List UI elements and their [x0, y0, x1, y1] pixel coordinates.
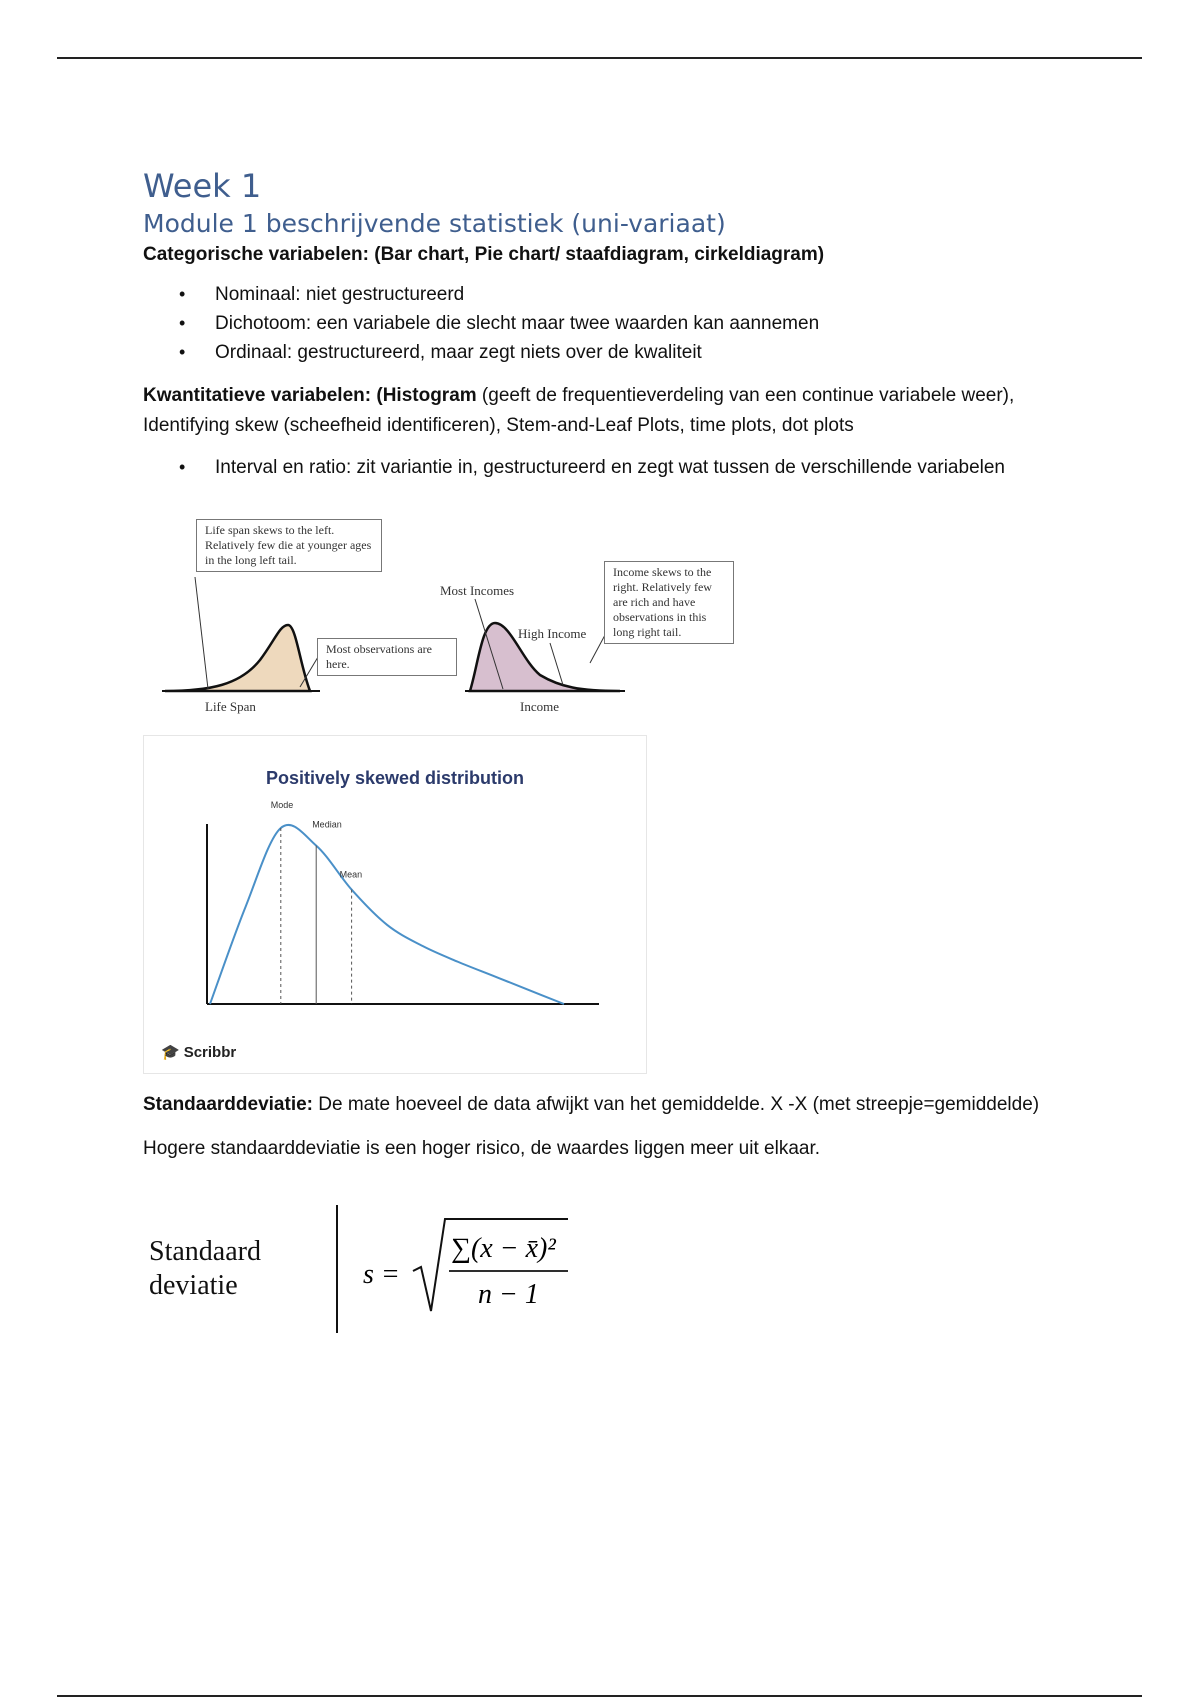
footer-rule [57, 1695, 1142, 1697]
list-item: • Ordinaal: gestructureerd, maar zegt niets over de kwaliteit [143, 338, 1103, 367]
formula-s: s = [363, 1259, 400, 1290]
bullet-icon: • [179, 284, 186, 304]
document-body [143, 160, 1103, 482]
list-item: • Dichotoom: een variabele die slecht maar twee waarden kan aannemen [143, 309, 1103, 338]
header-rule [57, 57, 1142, 59]
most-incomes-label: Most Incomes [440, 583, 515, 598]
left-skew-note: Life span skews to the left. Relatively few die at younger ages in the long left tail. [196, 519, 382, 572]
skew-figure [150, 515, 750, 725]
bullet-icon: • [179, 342, 186, 362]
left-skew-curve [165, 625, 310, 691]
list-item: • Nominaal: niet gestructureerd [143, 280, 1103, 309]
skewed-distribution-chart [143, 735, 647, 1074]
life-span-axis-label: Life Span [205, 699, 256, 714]
scribbr-logo: 🎓 Scribbr [161, 1044, 237, 1061]
module-heading: Module 1 beschrijvende statistiek (uni-variaat) [143, 209, 726, 238]
high-income-pointer [550, 643, 563, 685]
page-title: Week 1 [143, 167, 262, 205]
formula-denominator: n − 1 [478, 1279, 539, 1310]
right-note-pointer [590, 635, 605, 663]
formula-label: Standaard deviatie [149, 1236, 261, 1301]
chart-title: Positively skewed distribution [265, 768, 525, 788]
quantitative-paragraph: Kwantitatieve variabelen: (Histogram (geeft de frequentieverdeling van een continue variabele weer), Identifying skew (scheefheid identificeren), Stem-and-Leaf Plots, time plots, dot plots [143, 385, 1015, 436]
std-paragraph: Standaarddeviatie: De mate hoeveel de data afwijkt van het gemiddelde. X -X (met streepje=gemiddelde) [143, 1094, 1040, 1115]
bullet-icon: • [179, 313, 186, 333]
categorical-label: Categorische variabelen: (Bar chart, Pie chart/ staafdiagram, cirkeldiagram) [143, 244, 825, 265]
chart-plot [144, 736, 646, 1036]
income-skew-note: Income skews to the right. Relatively few are rich and have observations in this long right tail. [604, 561, 734, 644]
income-axis-label: Income [520, 699, 559, 714]
categorical-list [143, 280, 1103, 367]
mode-label: Mode [270, 800, 294, 810]
bullet-icon: • [179, 457, 186, 477]
std-formula [143, 1205, 573, 1335]
formula-divider [336, 1205, 338, 1333]
mortarboard-icon: 🎓 [161, 1044, 180, 1061]
formula-numerator: ∑(x − x̄)² [451, 1233, 556, 1264]
quantitative-list [143, 453, 1103, 482]
distribution-line [210, 825, 564, 1004]
std-section [143, 1090, 1103, 1164]
std-note: Hogere standaarddeviatie is een hoger risico, de waardes liggen meer uit elkaar. [143, 1138, 821, 1159]
left-note-pointer [195, 577, 208, 689]
formula-expression [363, 1211, 573, 1331]
median-label: Median [312, 819, 342, 830]
most-observations-note: Most observations are here. [317, 638, 457, 676]
high-income-label: High Income [518, 626, 587, 641]
list-item: • Interval en ratio: zit variantie in, gestructureerd en zegt wat tussen de verschillende variabelen [143, 453, 1103, 482]
mean-label: Mean [339, 869, 363, 880]
